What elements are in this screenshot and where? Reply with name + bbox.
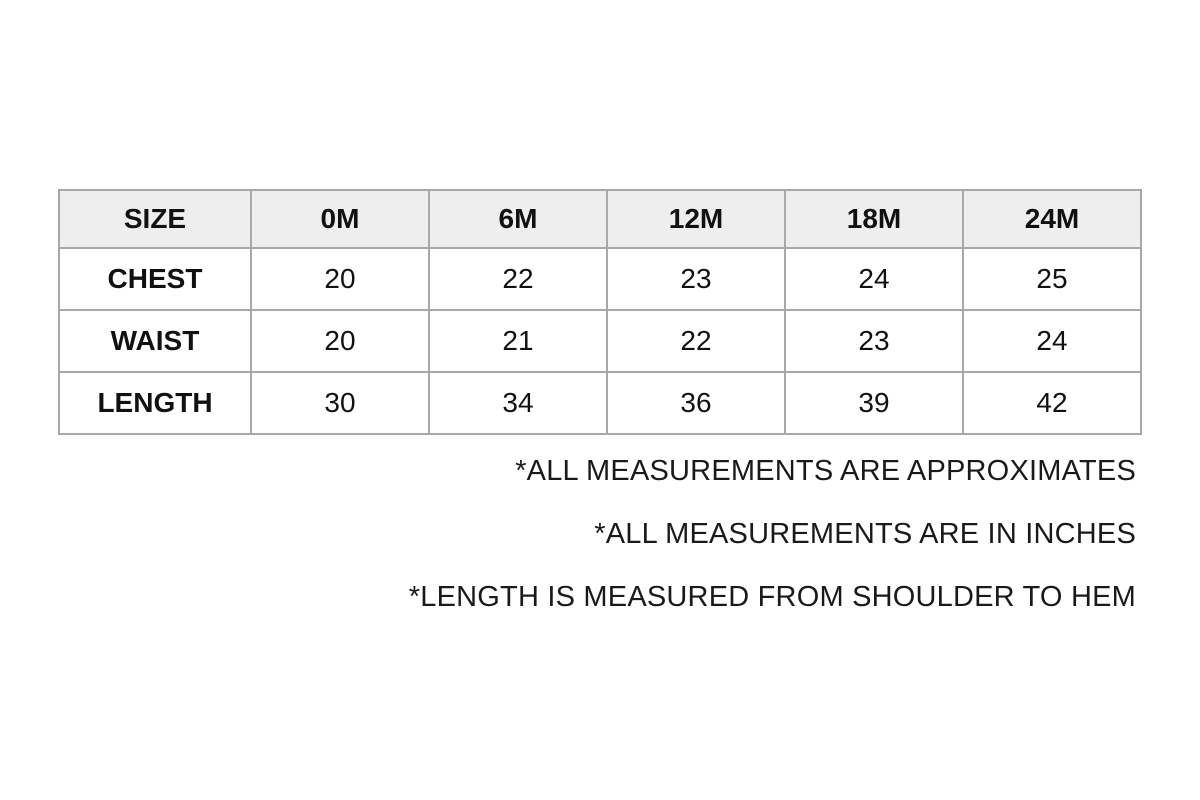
cell-waist-18m: 23 — [785, 310, 963, 372]
note-inches: *ALL MEASUREMENTS ARE IN INCHES — [594, 518, 1136, 550]
row-label-chest: CHEST — [59, 248, 251, 310]
table-row — [59, 372, 1141, 434]
notes-block — [58, 440, 1136, 629]
cell-waist-0m: 20 — [251, 310, 429, 372]
size-chart-table — [58, 189, 1142, 435]
cell-length-6m: 34 — [429, 372, 607, 434]
cell-chest-24m: 25 — [963, 248, 1141, 310]
cell-chest-6m: 22 — [429, 248, 607, 310]
header-cell-18m: 18M — [785, 190, 963, 248]
header-cell-12m: 12M — [607, 190, 785, 248]
header-cell-size: SIZE — [59, 190, 251, 248]
table-row — [59, 310, 1141, 372]
header-cell-0m: 0M — [251, 190, 429, 248]
note-length-measurement: *LENGTH IS MEASURED FROM SHOULDER TO HEM — [408, 581, 1136, 613]
note-approximates: *ALL MEASUREMENTS ARE APPROXIMATES — [515, 455, 1136, 487]
cell-waist-24m: 24 — [963, 310, 1141, 372]
cell-waist-6m: 21 — [429, 310, 607, 372]
row-label-length: LENGTH — [59, 372, 251, 434]
table-header-row — [59, 190, 1141, 248]
cell-waist-12m: 22 — [607, 310, 785, 372]
cell-chest-12m: 23 — [607, 248, 785, 310]
header-cell-6m: 6M — [429, 190, 607, 248]
cell-length-0m: 30 — [251, 372, 429, 434]
header-cell-24m: 24M — [963, 190, 1141, 248]
cell-chest-18m: 24 — [785, 248, 963, 310]
size-chart-table-container — [58, 189, 1141, 435]
table-row — [59, 248, 1141, 310]
cell-length-18m: 39 — [785, 372, 963, 434]
cell-length-12m: 36 — [607, 372, 785, 434]
row-label-waist: WAIST — [59, 310, 251, 372]
cell-chest-0m: 20 — [251, 248, 429, 310]
cell-length-24m: 42 — [963, 372, 1141, 434]
